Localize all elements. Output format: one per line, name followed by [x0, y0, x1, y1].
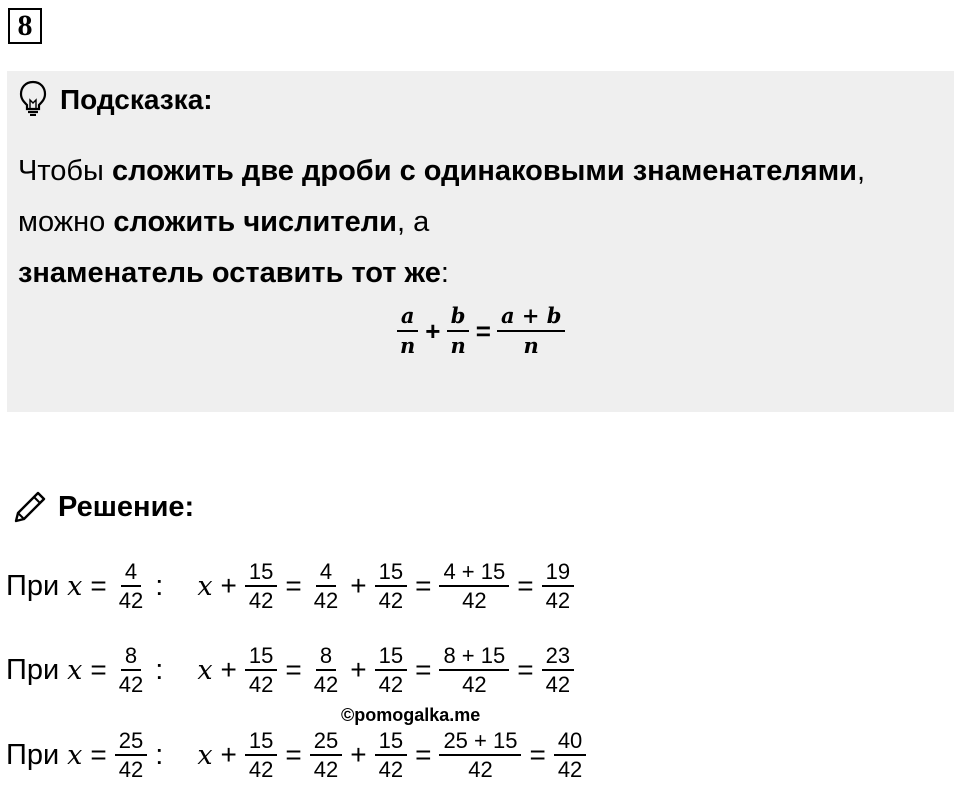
denominator: 42 — [545, 672, 571, 697]
fraction — [245, 727, 277, 783]
numerator: 8 + 15 — [439, 642, 509, 671]
plus-sign: + — [425, 315, 441, 346]
fraction — [497, 302, 566, 360]
equals-sign: = — [285, 570, 302, 601]
hint-text-part: , а — [396, 206, 430, 238]
numerator: 19 — [542, 558, 574, 587]
hint-text-part: Чтобы — [18, 155, 112, 187]
hint-text-part: : — [440, 257, 449, 289]
numerator: 15 — [245, 558, 277, 587]
equals-sign: = — [475, 315, 491, 346]
denominator: 42 — [248, 588, 274, 613]
lightbulb-icon — [18, 80, 48, 121]
solution-row — [6, 640, 578, 700]
denominator: 42 — [468, 757, 493, 782]
row-prefix: При — [6, 653, 60, 686]
variable-x: x — [197, 570, 213, 602]
denominator: 42 — [378, 757, 404, 782]
equals-sign: = — [90, 570, 107, 601]
fraction — [446, 302, 469, 360]
solution-header — [10, 487, 194, 527]
denominator: 42 — [378, 588, 404, 613]
row-prefix: При — [6, 569, 60, 602]
equals-sign: = — [285, 739, 302, 770]
denominator: 42 — [313, 672, 339, 697]
plus-sign: + — [350, 654, 367, 685]
fraction — [245, 642, 277, 698]
numerator: a + b — [497, 302, 566, 332]
hint-paragraph — [18, 146, 918, 299]
hint-formula — [392, 302, 569, 360]
fraction — [310, 642, 342, 698]
fraction — [396, 302, 419, 360]
numerator: 15 — [375, 558, 407, 587]
equals-sign: = — [517, 570, 534, 601]
solution-title: Решение: — [58, 490, 195, 523]
numerator: 8 — [121, 642, 141, 671]
hint-text-bold: знаменатель оставить тот же — [18, 257, 441, 289]
denominator: 42 — [313, 588, 339, 613]
hint-title: Подсказка: — [60, 84, 213, 115]
colon: : — [155, 653, 164, 686]
watermark: ©pomogalka.me — [341, 705, 481, 725]
denominator: 42 — [118, 588, 144, 613]
numerator: 25 + 15 — [439, 727, 521, 756]
numerator: 25 — [115, 727, 147, 756]
task-number: 8 — [17, 9, 33, 42]
pencil-icon — [10, 485, 50, 530]
equals-sign: = — [415, 570, 432, 601]
numerator: 25 — [310, 727, 342, 756]
denominator: 42 — [118, 757, 144, 782]
plus-sign: + — [220, 654, 237, 685]
fraction — [115, 558, 147, 614]
variable-x: x — [67, 654, 83, 686]
fraction — [542, 558, 574, 614]
denominator: 42 — [313, 757, 339, 782]
hint-text-bold: сложить две дроби с одинаковыми знаменателями — [111, 155, 858, 187]
fraction — [375, 558, 407, 614]
fraction — [439, 558, 509, 614]
equals-sign: = — [285, 654, 302, 685]
numerator: 15 — [245, 642, 277, 671]
solution-row — [6, 725, 590, 785]
denominator: n — [400, 333, 416, 358]
plus-sign: + — [350, 570, 367, 601]
colon: : — [155, 569, 164, 602]
numerator: 40 — [554, 727, 586, 756]
numerator: 4 — [316, 558, 336, 587]
denominator: n — [450, 333, 466, 358]
hint-header — [18, 82, 213, 118]
fraction — [542, 642, 574, 698]
hint-text-bold: сложить числители — [113, 206, 397, 238]
solution-row — [6, 556, 578, 616]
fraction — [115, 642, 147, 698]
numerator: 23 — [542, 642, 574, 671]
variable-x: x — [197, 654, 213, 686]
denominator: 42 — [378, 672, 404, 697]
fraction — [310, 727, 342, 783]
denominator: 42 — [462, 588, 487, 613]
plus-sign: + — [220, 739, 237, 770]
fraction — [375, 727, 407, 783]
fraction — [439, 642, 509, 698]
denominator: 42 — [557, 757, 583, 782]
equals-sign: = — [90, 739, 107, 770]
denominator: 42 — [248, 757, 274, 782]
denominator: 42 — [248, 672, 274, 697]
numerator: 4 — [121, 558, 141, 587]
equals-sign: = — [517, 654, 534, 685]
denominator: n — [523, 333, 539, 358]
equals-sign: = — [529, 739, 546, 770]
fraction — [554, 727, 586, 783]
fraction — [115, 727, 147, 783]
numerator: 4 + 15 — [439, 558, 509, 587]
fraction — [245, 558, 277, 614]
denominator: 42 — [118, 672, 144, 697]
equals-sign: = — [90, 654, 107, 685]
equals-sign: = — [415, 654, 432, 685]
fraction — [310, 558, 342, 614]
variable-x: x — [67, 570, 83, 602]
task-number-box — [8, 8, 42, 44]
numerator: b — [447, 302, 470, 332]
numerator: 15 — [375, 727, 407, 756]
colon: : — [155, 738, 164, 771]
variable-x: x — [197, 739, 213, 771]
variable-x: x — [67, 739, 83, 771]
numerator: 15 — [375, 642, 407, 671]
hint-text-part: , можно — [18, 155, 866, 238]
plus-sign: + — [350, 739, 367, 770]
plus-sign: + — [220, 570, 237, 601]
numerator: 8 — [316, 642, 336, 671]
fraction — [439, 727, 521, 783]
denominator: 42 — [462, 672, 487, 697]
fraction — [375, 642, 407, 698]
numerator: a — [397, 302, 419, 332]
numerator: 15 — [245, 727, 277, 756]
denominator: 42 — [545, 588, 571, 613]
equals-sign: = — [415, 739, 432, 770]
row-prefix: При — [6, 738, 60, 771]
